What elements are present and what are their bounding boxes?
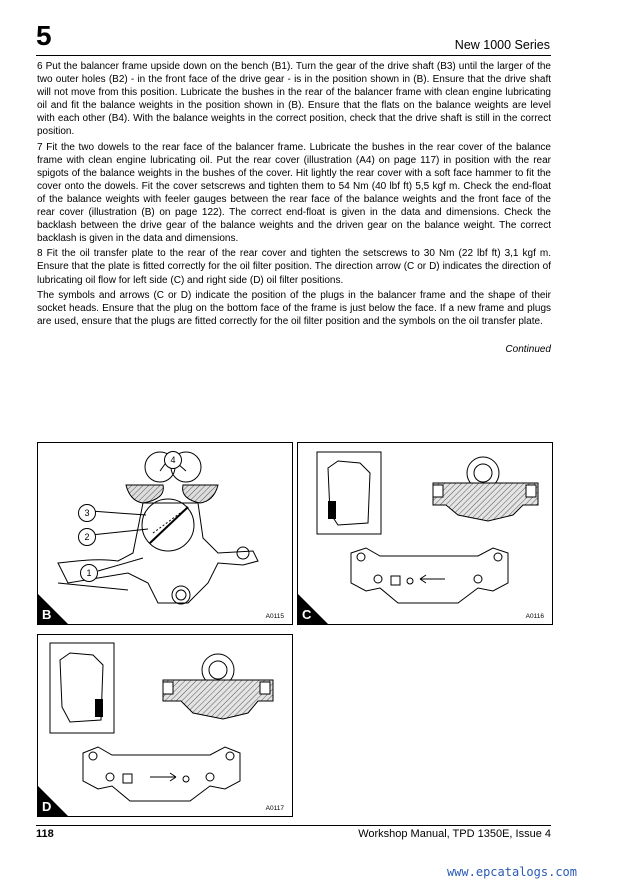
balancer-frame-illustration [38, 443, 292, 624]
continued-note: Continued [505, 344, 551, 355]
callout-2: 2 [78, 528, 96, 546]
chapter-number: 5 [36, 20, 52, 51]
paragraph-8: 8 Fit the oil transfer plate to the rear of the rear cover and tighten the setscrews to 30 Nm (22 lbf ft) 3,1 kgf m. Ensure that the plate is fitted correctly for the oil filter position. The direction arrow (C or D) indicates the direction of lubricating oil flow for left side (C) and right side (D) oil filter positions. [37, 248, 551, 286]
header-rule [36, 55, 551, 56]
paragraph-7: 7 Fit the two dowels to the rear face of the balancer frame. Lubricate the bushes in the rear cover of the balance frame with clean engine lubricating oil. Put the rear cover (illustration (A4) on page 117) in position with the rear spigots of the balance weights in the bushes of the cover. Hit lightly the rear cover with a soft face hammer to fit the cover onto the dowels. Fit the cover setscrews and tighten them to 54 Nm (40 lbf ft) 5,5 kgf m. Check the end-float of the balance weights with feeler gauges between the rear face of the balance weights and the front face of the rear cover (illustration (B) on page 122). The correct end-float is given in the data and dimensions. Check the backlash between the drive gear of the balance weights and the driven gear on the balance weight. The correct backlash is given in the data and dimensions. [37, 141, 551, 245]
oil-transfer-plate-right-illustration [38, 635, 292, 816]
figure-c-letter: C [302, 607, 312, 622]
oil-transfer-plate-left-illustration [298, 443, 552, 624]
manual-reference: Workshop Manual, TPD 1350E, Issue 4 [358, 828, 551, 840]
figure-b [37, 442, 293, 625]
figure-c-code: A0116 [525, 613, 544, 620]
figure-d-code: A0117 [265, 805, 284, 812]
footer-rule [36, 825, 551, 826]
callout-1: 1 [80, 564, 98, 582]
body-text [37, 60, 551, 330]
series-title: New 1000 Series [454, 38, 550, 52]
paragraph-symbols: The symbols and arrows (C or D) indicate the position of the plugs in the balancer frame and the shape of their socket heads. Ensure that the plug on the bottom face of the frame is just below the face. If a new frame and plugs are used, ensure that the plugs are fitted correctly for the oil filter position and the symbols on the oil transfer plate. [37, 289, 551, 327]
callout-3: 3 [78, 504, 96, 522]
figure-d [37, 634, 293, 817]
page-number: 118 [36, 828, 54, 840]
figure-b-code: A0115 [265, 613, 284, 620]
figure-b-letter: B [42, 607, 52, 622]
figure-c [297, 442, 553, 625]
callout-4: 4 [164, 451, 182, 469]
figure-d-letter: D [42, 799, 52, 814]
watermark-link[interactable]: www.epcatalogs.com [446, 865, 577, 879]
paragraph-6: 6 Put the balancer frame upside down on the bench (B1). Turn the gear of the drive shaft (B3) until the larger of the two outer holes (B2) - in the front face of the drive gear - is in the position shown in (B). Ensure that the drive shaft will not move from this position. Lubricate the bushes in the rear of the balancer frame with clean engine lubricating oil and fit the balance weights in the position shown in (B). Ensure that the flats on the balance weights are level with each other (B4). With the balance weights in the correct position, check that the drive shaft is still in the correct position. [37, 61, 551, 138]
